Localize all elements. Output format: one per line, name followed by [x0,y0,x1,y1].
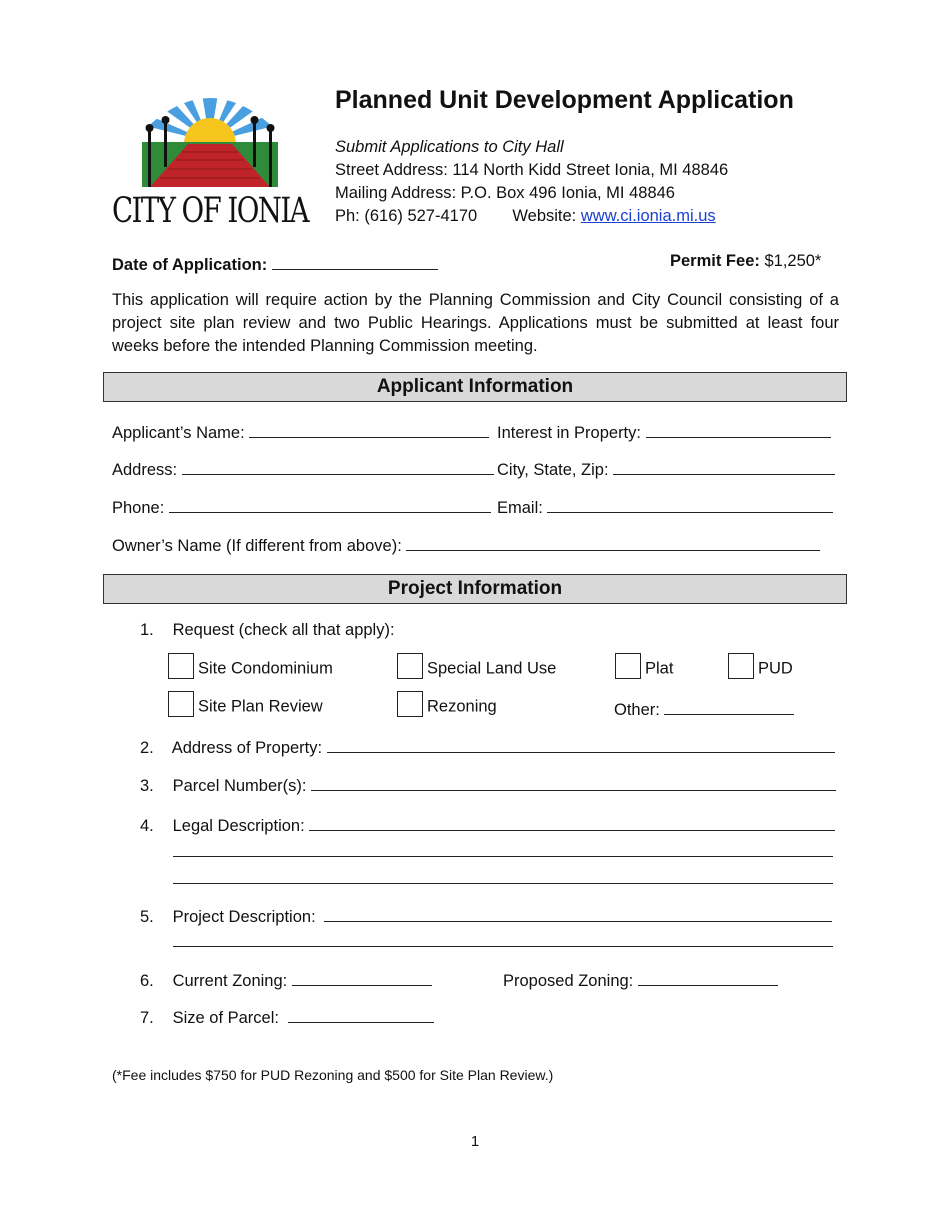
interest-line[interactable] [646,420,831,438]
interest-field [497,420,831,443]
special-land-use-label: Special Land Use [427,659,557,678]
item-number: 5. [140,908,154,926]
email-line[interactable] [547,495,833,513]
project-description-line-2[interactable] [173,946,833,947]
site-plan-review-label: Site Plan Review [198,697,323,716]
checkbox-pud[interactable] [728,656,793,682]
website-label: Website: [512,207,577,225]
address-label: Address: [112,461,178,479]
proposed-zoning-line[interactable] [638,968,778,986]
owner-name-label: Owner’s Name (If different from above): [112,537,402,555]
city-state-zip-label: City, State, Zip: [497,461,609,479]
page-number: 1 [470,1133,480,1150]
project-item-4 [140,813,835,836]
logo-text: CITY OF IONIA [112,191,311,231]
site-condominium-label: Site Condominium [198,659,333,678]
checkbox-plat[interactable] [615,656,673,682]
permit-fee-field [670,252,821,271]
permit-fee-value: $1,250* [764,252,822,270]
property-address-line[interactable] [327,735,835,753]
item-number: 4. [140,817,154,835]
pud-label: PUD [758,659,793,678]
project-item-3 [140,773,836,796]
phone-label: Phone: [112,499,165,517]
parcel-size-line[interactable] [288,1005,434,1023]
city-state-zip-field [497,457,835,480]
legal-description-line-2[interactable] [173,856,833,857]
checkbox-rezoning[interactable] [397,694,497,720]
special-land-use-box[interactable] [397,653,423,679]
date-input-line[interactable] [272,252,438,270]
rezoning-label: Rezoning [427,697,497,716]
legal-description-label: Legal Description: [172,817,305,835]
phone-field [112,495,491,518]
phone-text: Ph: (616) 527-4170 [335,207,478,225]
item-number: 2. [140,739,154,757]
applicant-name-field [112,420,489,443]
project-item-2 [140,735,835,758]
intro-paragraph: This application will require action by the Planning Commission and City Council consisting of a project site plan review and two Public Hearings. Applications must be submitted at least four weeks before the intended Planning Commission meeting. [112,291,839,355]
site-condominium-box[interactable] [168,653,194,679]
owner-name-field [112,533,820,556]
item-number: 7. [140,1009,154,1027]
proposed-zoning-label: Proposed Zoning: [503,972,634,990]
address-line[interactable] [182,457,494,475]
property-address-label: Address of Property: [171,739,323,757]
checkbox-site-condominium[interactable] [168,656,333,682]
mailing-address-text: Mailing Address: P.O. Box 496 Ionia, MI 48846 [335,184,675,202]
address-field [112,457,494,480]
item-number: 3. [140,777,154,795]
phone-line[interactable] [169,495,491,513]
city-logo [110,82,311,231]
interest-label: Interest in Property: [497,424,641,442]
parcel-size-label: Size of Parcel: [172,1009,279,1027]
email-label: Email: [497,499,543,517]
checkbox-site-plan-review[interactable] [168,694,323,720]
project-info-heading: Project Information [103,574,847,604]
current-zoning-line[interactable] [292,968,432,986]
city-logo-graphic [110,82,311,231]
project-item-1 [140,621,395,640]
contact-line [335,207,716,226]
plat-box[interactable] [615,653,641,679]
request-label: Request (check all that apply): [172,621,395,639]
legal-description-line[interactable] [309,813,835,831]
proposed-zoning-field [503,968,778,991]
parcel-number-line[interactable] [311,773,836,791]
date-of-application-field [112,252,438,275]
current-zoning-label: Current Zoning: [172,972,288,990]
permit-fee-label: Permit Fee: [670,252,760,270]
street-address-text: Street Address: 114 North Kidd Street Ionia, MI 48846 [335,161,729,179]
project-description-label: Project Description: [172,908,316,926]
date-label: Date of Application: [112,256,268,274]
other-label: Other: [614,701,660,719]
city-state-zip-line[interactable] [613,457,835,475]
page-title: Planned Unit Development Application [335,86,794,114]
other-field [614,697,794,720]
pud-box[interactable] [728,653,754,679]
applicant-name-line[interactable] [249,420,489,438]
legal-description-line-3[interactable] [173,883,833,884]
fee-footnote: (*Fee includes $750 for PUD Rezoning and $500 for Site Plan Review.) [112,1067,554,1083]
project-item-5 [140,904,832,927]
item-number: 1. [140,621,154,639]
rezoning-box[interactable] [397,691,423,717]
item-number: 6. [140,972,154,990]
plat-label: Plat [645,659,674,678]
checkbox-special-land-use[interactable] [397,656,556,682]
site-plan-review-box[interactable] [168,691,194,717]
owner-name-line[interactable] [406,533,820,551]
project-item-7 [140,1005,434,1028]
parcel-number-label: Parcel Number(s): [172,777,307,795]
applicant-info-heading: Applicant Information [103,372,847,402]
project-description-line[interactable] [324,904,832,922]
email-field [497,495,833,518]
applicant-name-label: Applicant’s Name: [112,424,245,442]
submit-to-text: Submit Applications to City Hall [335,138,564,156]
website-link[interactable]: www.ci.ionia.mi.us [580,207,716,225]
other-line[interactable] [664,697,794,715]
project-item-6 [140,968,432,991]
